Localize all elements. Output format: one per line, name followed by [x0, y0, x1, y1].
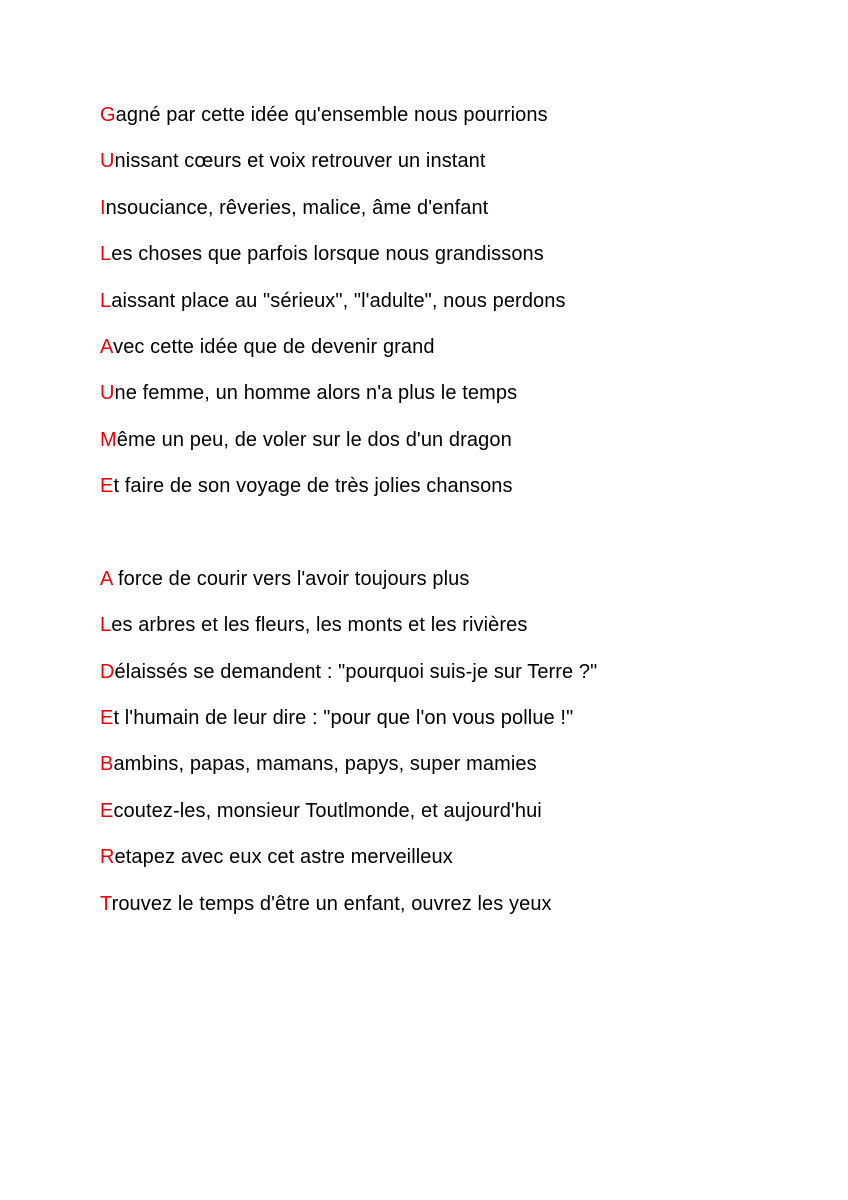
acrostic-initial: L — [100, 243, 112, 266]
poem-line — [100, 611, 800, 657]
poem-line — [100, 797, 800, 843]
line-text: vec cette idée que de devenir grand — [113, 335, 435, 358]
acrostic-initial: A — [100, 335, 114, 358]
acrostic-initial: R — [100, 846, 115, 869]
acrostic-initial: L — [100, 289, 112, 312]
acrostic-initial: A — [100, 567, 113, 590]
line-text: ambins, papas, mamans, papys, super mamies — [113, 753, 537, 776]
acrostic-initial: U — [100, 382, 115, 405]
acrostic-initial: L — [100, 614, 112, 637]
poem-line — [100, 472, 800, 518]
acrostic-initial: E — [100, 707, 114, 730]
line-text: nissant cœurs et voix retrouver un instant — [114, 150, 486, 173]
poem-line — [100, 287, 800, 333]
acrostic-initial: M — [100, 428, 117, 451]
acrostic-initial: G — [100, 104, 116, 126]
poem-line — [100, 565, 800, 611]
poem-line — [100, 333, 800, 379]
line-text: t faire de son voyage de très jolies chansons — [113, 475, 513, 498]
acrostic-poem — [100, 101, 800, 936]
acrostic-initial: B — [100, 753, 114, 776]
line-text: aissant place au "sérieux", "l'adulte", nous perdons — [111, 289, 566, 312]
poem-line — [100, 240, 800, 286]
poem-line — [100, 704, 800, 750]
line-text: coutez-les, monsieur Toutlmonde, et aujourd'hui — [113, 799, 542, 822]
poem-line — [100, 379, 800, 425]
acrostic-initial: T — [100, 892, 112, 915]
acrostic-initial: U — [100, 150, 115, 173]
line-text: ne femme, un homme alors n'a plus le temps — [114, 382, 518, 405]
line-text: force de courir vers l'avoir toujours plus — [112, 567, 470, 590]
line-text: ême un peu, de voler sur le dos d'un dragon — [116, 428, 512, 451]
poem-line — [100, 426, 800, 472]
line-text: nsouciance, rêveries, malice, âme d'enfant — [105, 196, 489, 219]
poem-line — [100, 101, 800, 147]
poem-line — [100, 194, 800, 240]
poem-line — [100, 843, 800, 889]
line-text: élaissés se demandent : "pourquoi suis-je sur Terre ?" — [114, 660, 598, 683]
acrostic-initial: I — [100, 196, 106, 219]
acrostic-initial: D — [100, 660, 115, 683]
poem-line — [100, 890, 800, 936]
line-text: es arbres et les fleurs, les monts et les rivières — [111, 614, 528, 637]
stanza-1 — [100, 101, 800, 519]
stanza-2 — [100, 565, 800, 936]
poem-line — [100, 658, 800, 704]
line-text: etapez avec eux cet astre merveilleux — [114, 846, 453, 869]
poem-line — [100, 750, 800, 796]
line-text: es choses que parfois lorsque nous grandissons — [111, 243, 544, 266]
acrostic-initial: E — [100, 799, 114, 822]
line-text: rouvez le temps d'être un enfant, ouvrez les yeux — [111, 892, 552, 915]
acrostic-initial: E — [100, 475, 114, 498]
line-text: t l'humain de leur dire : "pour que l'on vous pollue !" — [113, 707, 574, 730]
line-text: agné par cette idée qu'ensemble nous pourrions — [115, 104, 548, 126]
poem-line — [100, 147, 800, 193]
